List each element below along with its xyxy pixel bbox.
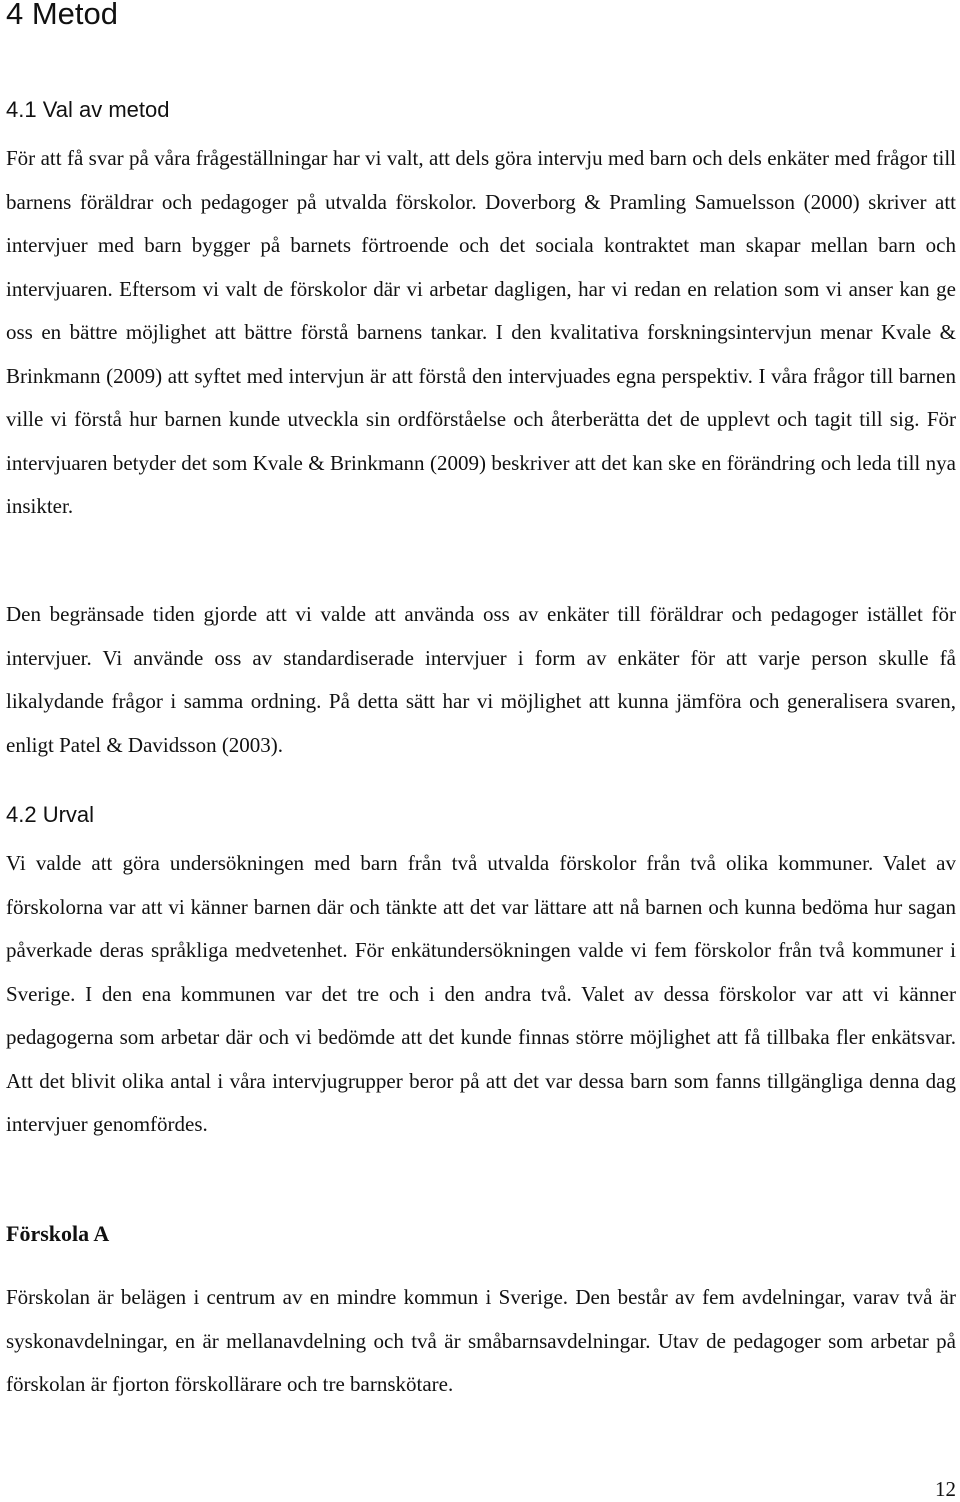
page-number: 12 <box>935 1477 956 1501</box>
section-heading-urval: 4.2 Urval <box>6 802 95 827</box>
paragraph-forskola-a: Förskolan är belägen i centrum av en mindre kommun i Sverige. Den består av fem avdelningar, varav två är syskonavdelningar, en är mellanavdelning och två är småbarnsavdelningar. Utav de pedagoger som arbetar på förskolan är fjorton förskollärare och tre barnskötare. <box>6 1285 956 1396</box>
section-heading-val-av-metod: 4.1 Val av metod <box>6 97 170 122</box>
paragraph-urval: Vi valde att göra undersökningen med barn från två utvalda förskolor från två olika kommuner. Valet av förskolorna var att vi känner barnen där och tänkte att det var lättare att nå barnen och kunna bedöma hur sagan påverkade deras språkliga medvetenhet. För enkätundersökningen valde vi fem förskolor från två kommuner i Sverige. I den ena kommunen var det tre och i den andra två. Valet av dessa förskolor var att vi känner pedagogerna som arbetar där och vi bedömde att det kunde finnas större möjlighet att få tillbaka fler enkätsvar. Att det blivit olika antal i våra intervjugrupper beror på att det var dessa barn som fanns tillgängliga denna dag intervjuer genomfördes. <box>6 851 956 1136</box>
paragraph-val-av-metod-1: För att få svar på våra frågeställningar har vi valt, att dels göra intervju med barn och dels enkäter med frågor till barnens föräldrar och pedagoger på utvalda förskolor. Doverborg & Pramling Samuelsson (2000) skriver att intervjuer med barn bygger på barnets förtroende och det sociala kontraktet man skapar mellan barn och intervjuaren. Eftersom vi valt de förskolor där vi arbetar dagligen, har vi redan en relation som vi anser kan ge oss en bättre möjlighet att bättre förstå barnens tankar. I den kvalitativa forskningsintervjun menar Kvale & Brinkmann (2009) att syftet med intervjun är att förstå den intervjuades egna perspektiv. I våra frågor till barnen ville vi förstå hur barnen kunde utveckla sin ordförståelse och återberätta det de upplevt och tagit till sig. För intervjuaren betyder det som Kvale & Brinkmann (2009) beskriver att det kan ske en förändring och leda till nya insikter. <box>6 146 956 518</box>
chapter-title: 4 Metod <box>6 0 119 31</box>
paragraph-val-av-metod-2: Den begränsade tiden gjorde att vi valde att använda oss av enkäter till föräldrar och pedagoger istället för intervjuer. Vi använde oss av standardiserade intervjuer i form av enkäter för att varje person skulle få likalydande frågor i samma ordning. På detta sätt har vi möjlighet att kunna jämföra och generalisera svaren, enligt Patel & Davidsson (2003). <box>6 602 956 757</box>
subheading-forskola-a: Förskola A <box>6 1221 110 1246</box>
